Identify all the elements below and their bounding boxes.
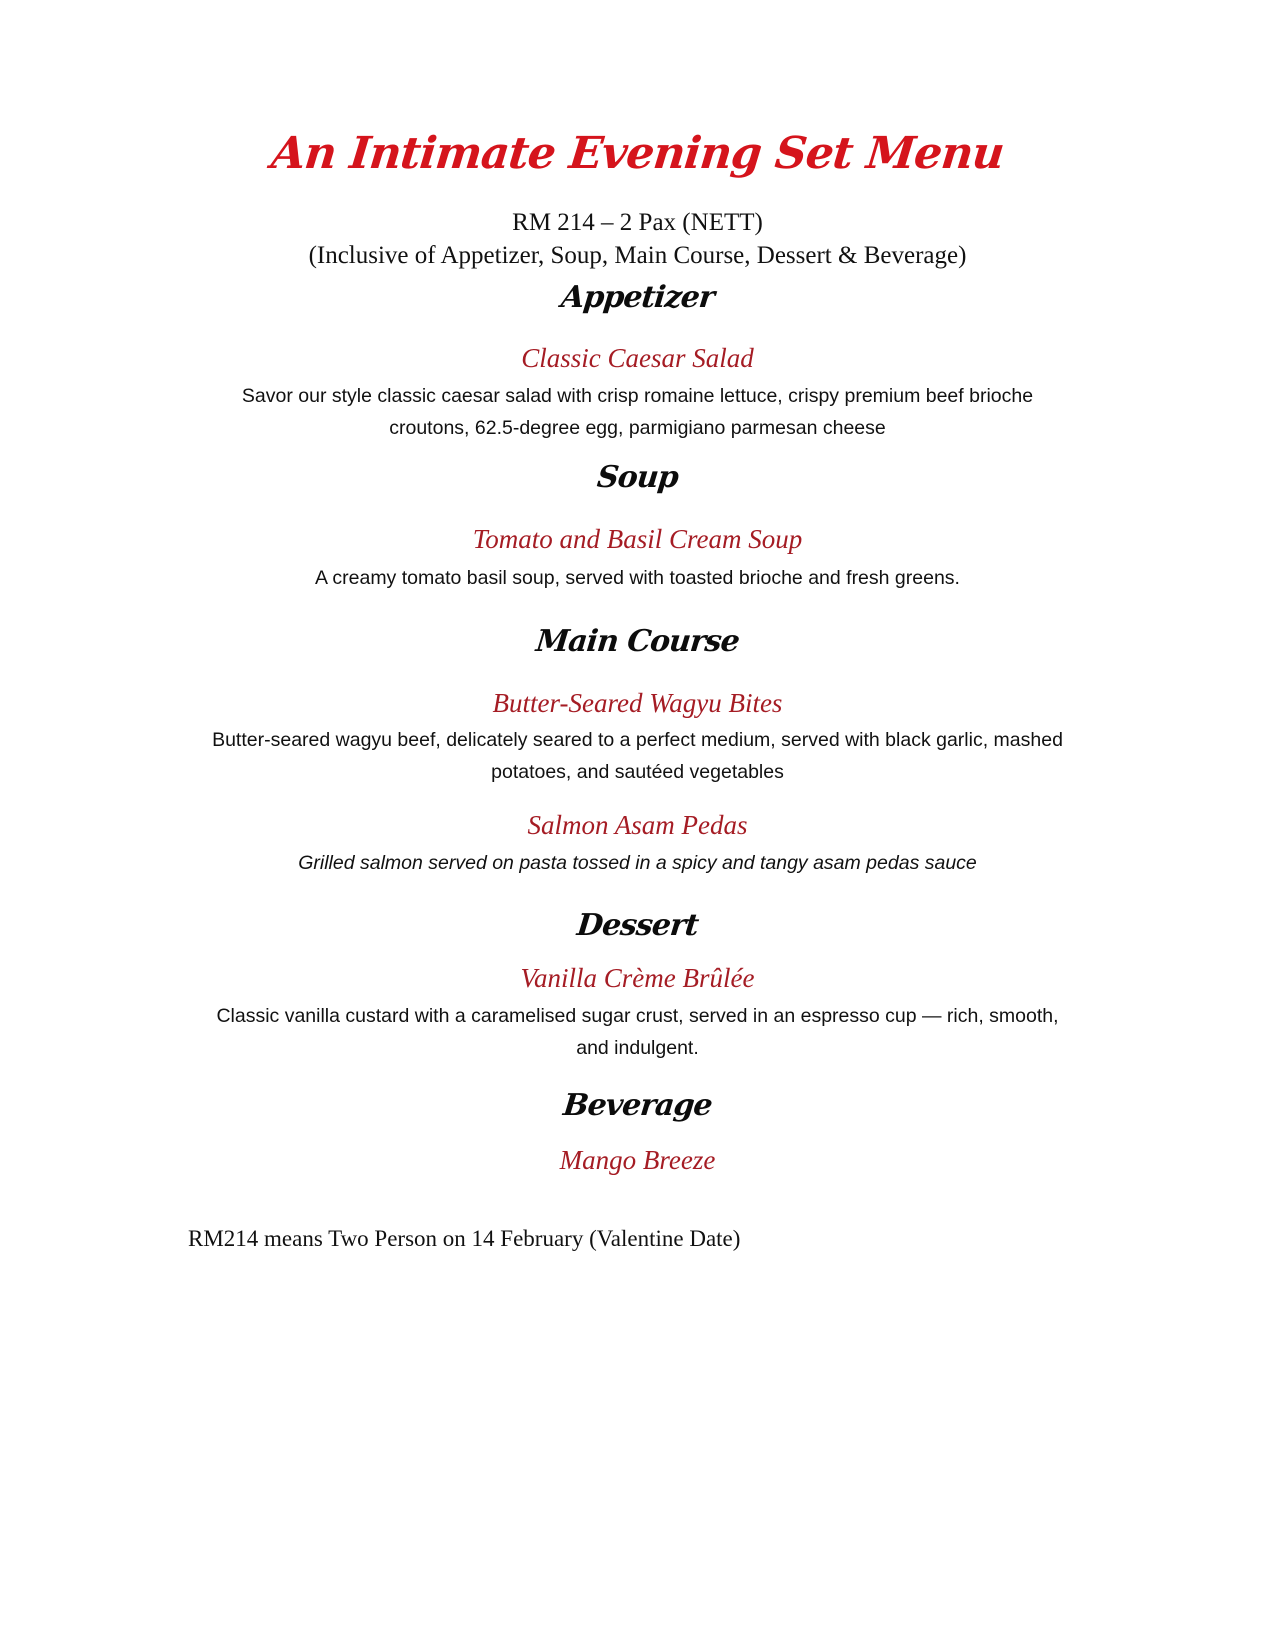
dish-name-caesar-salad: Classic Caesar Salad xyxy=(521,343,754,373)
section-heading-soup: Soup xyxy=(595,460,680,495)
dish-desc-line: croutons, 62.5-degree egg, parmigiano parmesan cheese xyxy=(389,417,886,439)
dish-name-tomato-soup: Tomato and Basil Cream Soup xyxy=(472,524,803,554)
footnote: RM214 means Two Person on 14 February (Valentine Date) xyxy=(188,1226,741,1251)
dish-desc-line: potatoes, and sautéed vegetables xyxy=(491,761,784,783)
dish-desc-line: Butter-seared wagyu beef, delicately seared to a perfect medium, served with black garlic, mashed xyxy=(212,729,1063,751)
dish-name-salmon-asam-pedas: Salmon Asam Pedas xyxy=(527,810,748,840)
dish-name-creme-brulee: Vanilla Crème Brûlée xyxy=(520,963,755,993)
price-line: RM 214 – 2 Pax (NETT) xyxy=(512,209,763,236)
inclusive-line: (Inclusive of Appetizer, Soup, Main Course, Dessert & Beverage) xyxy=(308,242,967,269)
dish-desc-creme-brulee xyxy=(170,1000,1105,1064)
dish-desc-tomato-soup: A creamy tomato basil soup, served with toasted brioche and fresh greens. xyxy=(315,567,960,589)
section-heading-beverage: Beverage xyxy=(561,1088,714,1123)
dish-name-mango-breeze: Mango Breeze xyxy=(559,1145,716,1175)
dish-desc-line: and indulgent. xyxy=(576,1037,699,1059)
dish-desc-caesar-salad xyxy=(170,380,1105,444)
section-heading-main-course: Main Course xyxy=(534,624,741,659)
dish-desc-salmon-asam-pedas: Grilled salmon served on pasta tossed in a spicy and tangy asam pedas sauce xyxy=(298,852,977,874)
section-heading-appetizer: Appetizer xyxy=(559,280,716,315)
dish-desc-line: Classic vanilla custard with a caramelised sugar crust, served in an espresso cup — rich, smooth, xyxy=(216,1005,1059,1027)
dish-desc-wagyu-bites xyxy=(170,724,1105,788)
dish-desc-line: Savor our style classic caesar salad with crisp romaine lettuce, crispy premium beef brioche xyxy=(241,385,1034,407)
price-info xyxy=(0,206,1275,272)
menu-title: An Intimate Evening Set Menu xyxy=(268,128,1007,179)
section-heading-dessert: Dessert xyxy=(575,908,700,943)
dish-name-wagyu-bites: Butter-Seared Wagyu Bites xyxy=(492,688,783,718)
